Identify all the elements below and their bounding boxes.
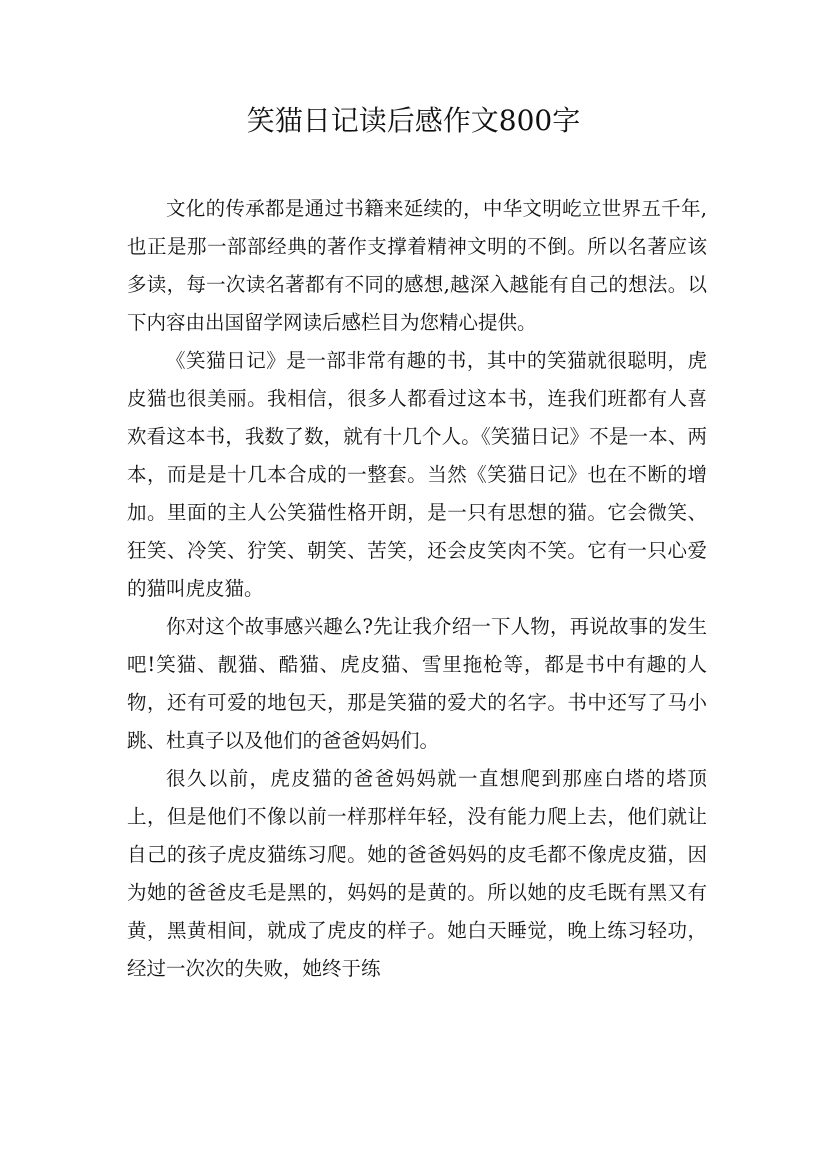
document-body (127, 190, 707, 988)
paragraph-book-overview: 《笑猫日记》是一部非常有趣的书，其中的笑猫就很聪明，虎皮猫也很美丽。我相信，很多人都看过这本书，连我们班都有人喜欢看这本书，我数了数，就有十几个人。《笑猫日记》不是一本、两本，而是是十几本合成的一整套。当然《笑猫日记》也在不断的增加。里面的主人公笑猫性格开朗，是一只有思想的猫。它会微笑、狂笑、冷笑、狞笑、朝笑、苦笑，还会皮笑肉不笑。它有一只心爱的猫叫虎皮猫。 (127, 349, 707, 600)
paragraph-story: 很久以前，虎皮猫的爸爸妈妈就一直想爬到那座白塔的塔顶上，但是他们不像以前一样那样年轻，没有能力爬上去，他们就让自己的孩子虎皮猫练习爬。她的爸爸妈妈的皮毛都不像虎皮猫，因为她的爸爸皮毛是黑的，妈妈的是黄的。所以她的皮毛既有黑又有黄，黑黄相间，就成了虎皮的样子。她白天睡觉，晚上练习轻功，经过一次次的失败，她终于练 (127, 767, 707, 980)
paragraph-characters: 你对这个故事感兴趣么?先让我介绍一下人物，再说故事的发生吧!笑猫、靓猫、酷猫、虎皮猫、雪里拖枪等，都是书中有趣的人物，还有可爱的地包天，那是笑猫的爱犬的名字。书中还写了马小跳、杜真子以及他们的爸爸妈妈们。 (127, 615, 707, 752)
document-title: 笑猫日记读后感作文800字 (246, 104, 581, 137)
paragraph-intro: 文化的传承都是通过书籍来延续的，中华文明屹立世界五千年,也正是那一部部经典的著作支撑着精神文明的不倒。所以名著应该多读，每一次读名著都有不同的感想,越深入越能有自己的想法。以下内容由出国留学网读后感栏目为您精心提供。 (127, 197, 707, 334)
